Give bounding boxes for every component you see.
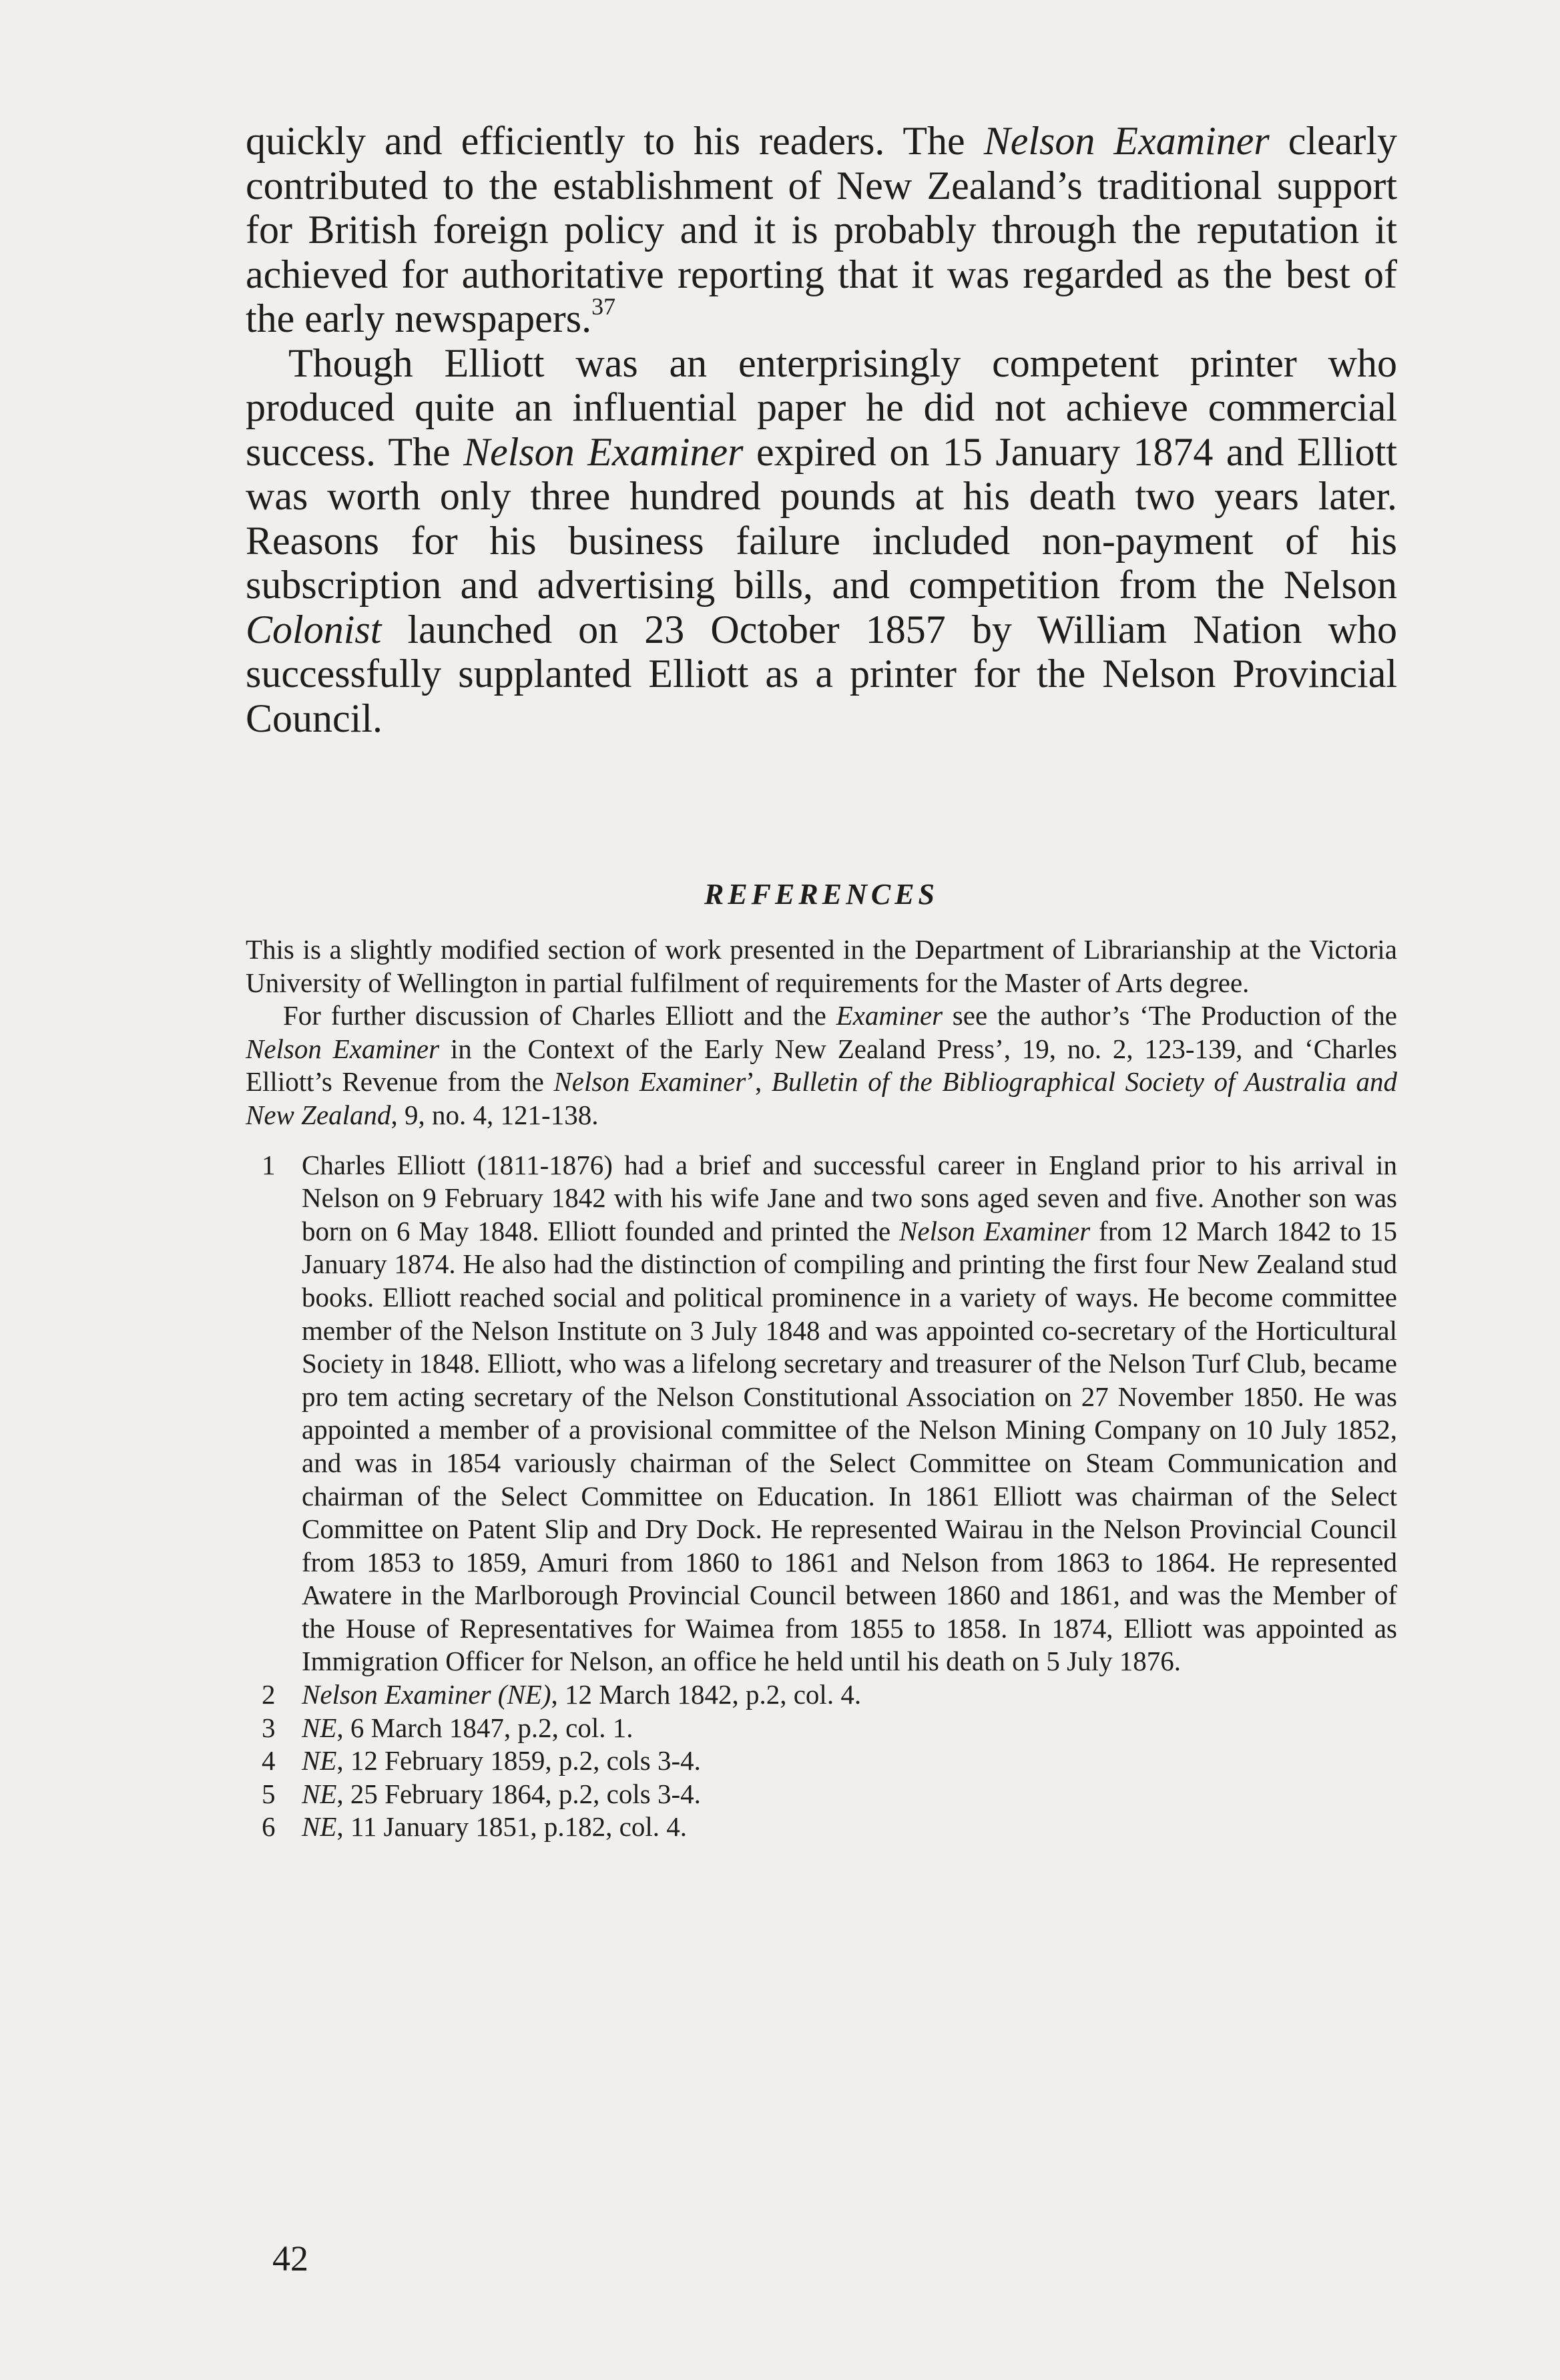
body-text	[246, 119, 1397, 740]
footnote-number: 4	[262, 1745, 276, 1776]
page-content	[246, 119, 1397, 1844]
footnote-item: 1 Charles Elliott (1811-1876) had a brief and successful career in England prior to his arrival in Nelson on 9 February 1842 with his wife Jane and two sons aged seven and five. Another son was born on 6 May 1848. Elliott founded and printed the Nelson Examiner from 12 March 1842 to 15 January 1874. He also had the distinction of compiling and printing the first four New Zealand stud books. Elliott reached social and political prominence in a variety of ways. He become committee member of the Nelson Institute on 3 July 1848 and was appointed co-secretary of the Horticultural Society in 1848. Elliott, who was a lifelong secretary and treasurer of the Nelson Turf Club, became pro tem acting secretary of the Nelson Constitutional Association on 27 November 1850. He was appointed a member of a provisional committee of the Nelson Mining Company on 10 July 1852, and was in 1854 variously chairman of the Select Committee on Steam Communication and chairman of the Select Committee on Education. In 1861 Elliott was chairman of the Select Committee on Patent Slip and Dry Dock. He represented Wairau in the Nelson Provincial Council from 1853 to 1859, Amuri from 1860 to 1861 and Nelson from 1863 to 1864. He represented Awatere in the Marlborough Provincial Council between 1860 and 1861, and was the Member of the House of Representatives for Waimea from 1855 to 1858. In 1874, Elliott was appointed as Immigration Officer for Nelson, an office he held until his death on 5 July 1876.	[262, 1149, 1397, 1677]
footnote-marker: 37	[591, 293, 616, 320]
references-heading: REFERENCES	[704, 878, 939, 911]
footnote-item: 5 NE, 25 February 1864, p.2, cols 3-4.	[246, 1778, 1397, 1811]
footnote-item: 6 NE, 11 January 1851, p.182, col. 4.	[246, 1811, 1397, 1844]
footnote-number: 5	[262, 1778, 276, 1809]
footnote-list	[246, 1149, 1397, 1844]
references-intro-paragraph-1: This is a slightly modified section of work presented in the Department of Librarianship at the Victoria University of Wellington in partial fulfilment of requirements for the Master of Arts degree.	[246, 934, 1397, 998]
newspaper-title: Nelson Examiner	[463, 429, 744, 474]
newspaper-title: Colonist	[246, 607, 382, 652]
footnote-item: 2 Nelson Examiner (NE), 12 March 1842, p.2, col. 4.	[246, 1678, 1397, 1712]
footnote-item: 4 NE, 12 February 1859, p.2, cols 3-4.	[246, 1744, 1397, 1778]
references-intro	[246, 933, 1397, 1132]
body-paragraph-2: Though Elliott was an enterprisingly competent printer who produced quite an influential paper he did not achieve commercial success. The Nelson Examiner expired on 15 January 1874 and Elliott was worth only three hundred pounds at his death two years later. Reasons for his business failure included non-payment of his subscription and advertising bills, and competition from the Nelson Colonist launched on 23 October 1857 by William Nation who successfully supplanted Elliott as a printer for the Nelson Provincial Council.	[246, 340, 1398, 740]
footnote-number: 1	[262, 1149, 276, 1180]
footnote-number: 6	[262, 1811, 276, 1843]
footnote-item: 3 NE, 6 March 1847, p.2, col. 1.	[246, 1712, 1397, 1745]
newspaper-title: Nelson Examiner	[983, 119, 1270, 163]
references-intro-paragraph-2: For further discussion of Charles Elliott and the Examiner see the author’s ‘The Production of the Nelson Examiner in the Context of the Early New Zealand Press’, 19, no. 2, 123-139, and ‘Charles Elliott’s Revenue from the Nelson Examiner’, Bulletin of the Bibliographical Society of Australia and New Zealand, 9, no. 4, 121-138.	[246, 1000, 1397, 1130]
body-paragraph-1: quickly and efficiently to his readers. The Nelson Examiner clearly contributed to the establishment of New Zealand’s traditional support for British foreign policy and it is probably through the reputation it achieved for authoritative reporting that it was regarded as the best of the early newspapers.$^{37}$	[246, 119, 1397, 340]
footnote-number: 3	[262, 1712, 276, 1743]
footnote-number: 2	[262, 1679, 276, 1710]
page-number: 42	[272, 2238, 308, 2279]
